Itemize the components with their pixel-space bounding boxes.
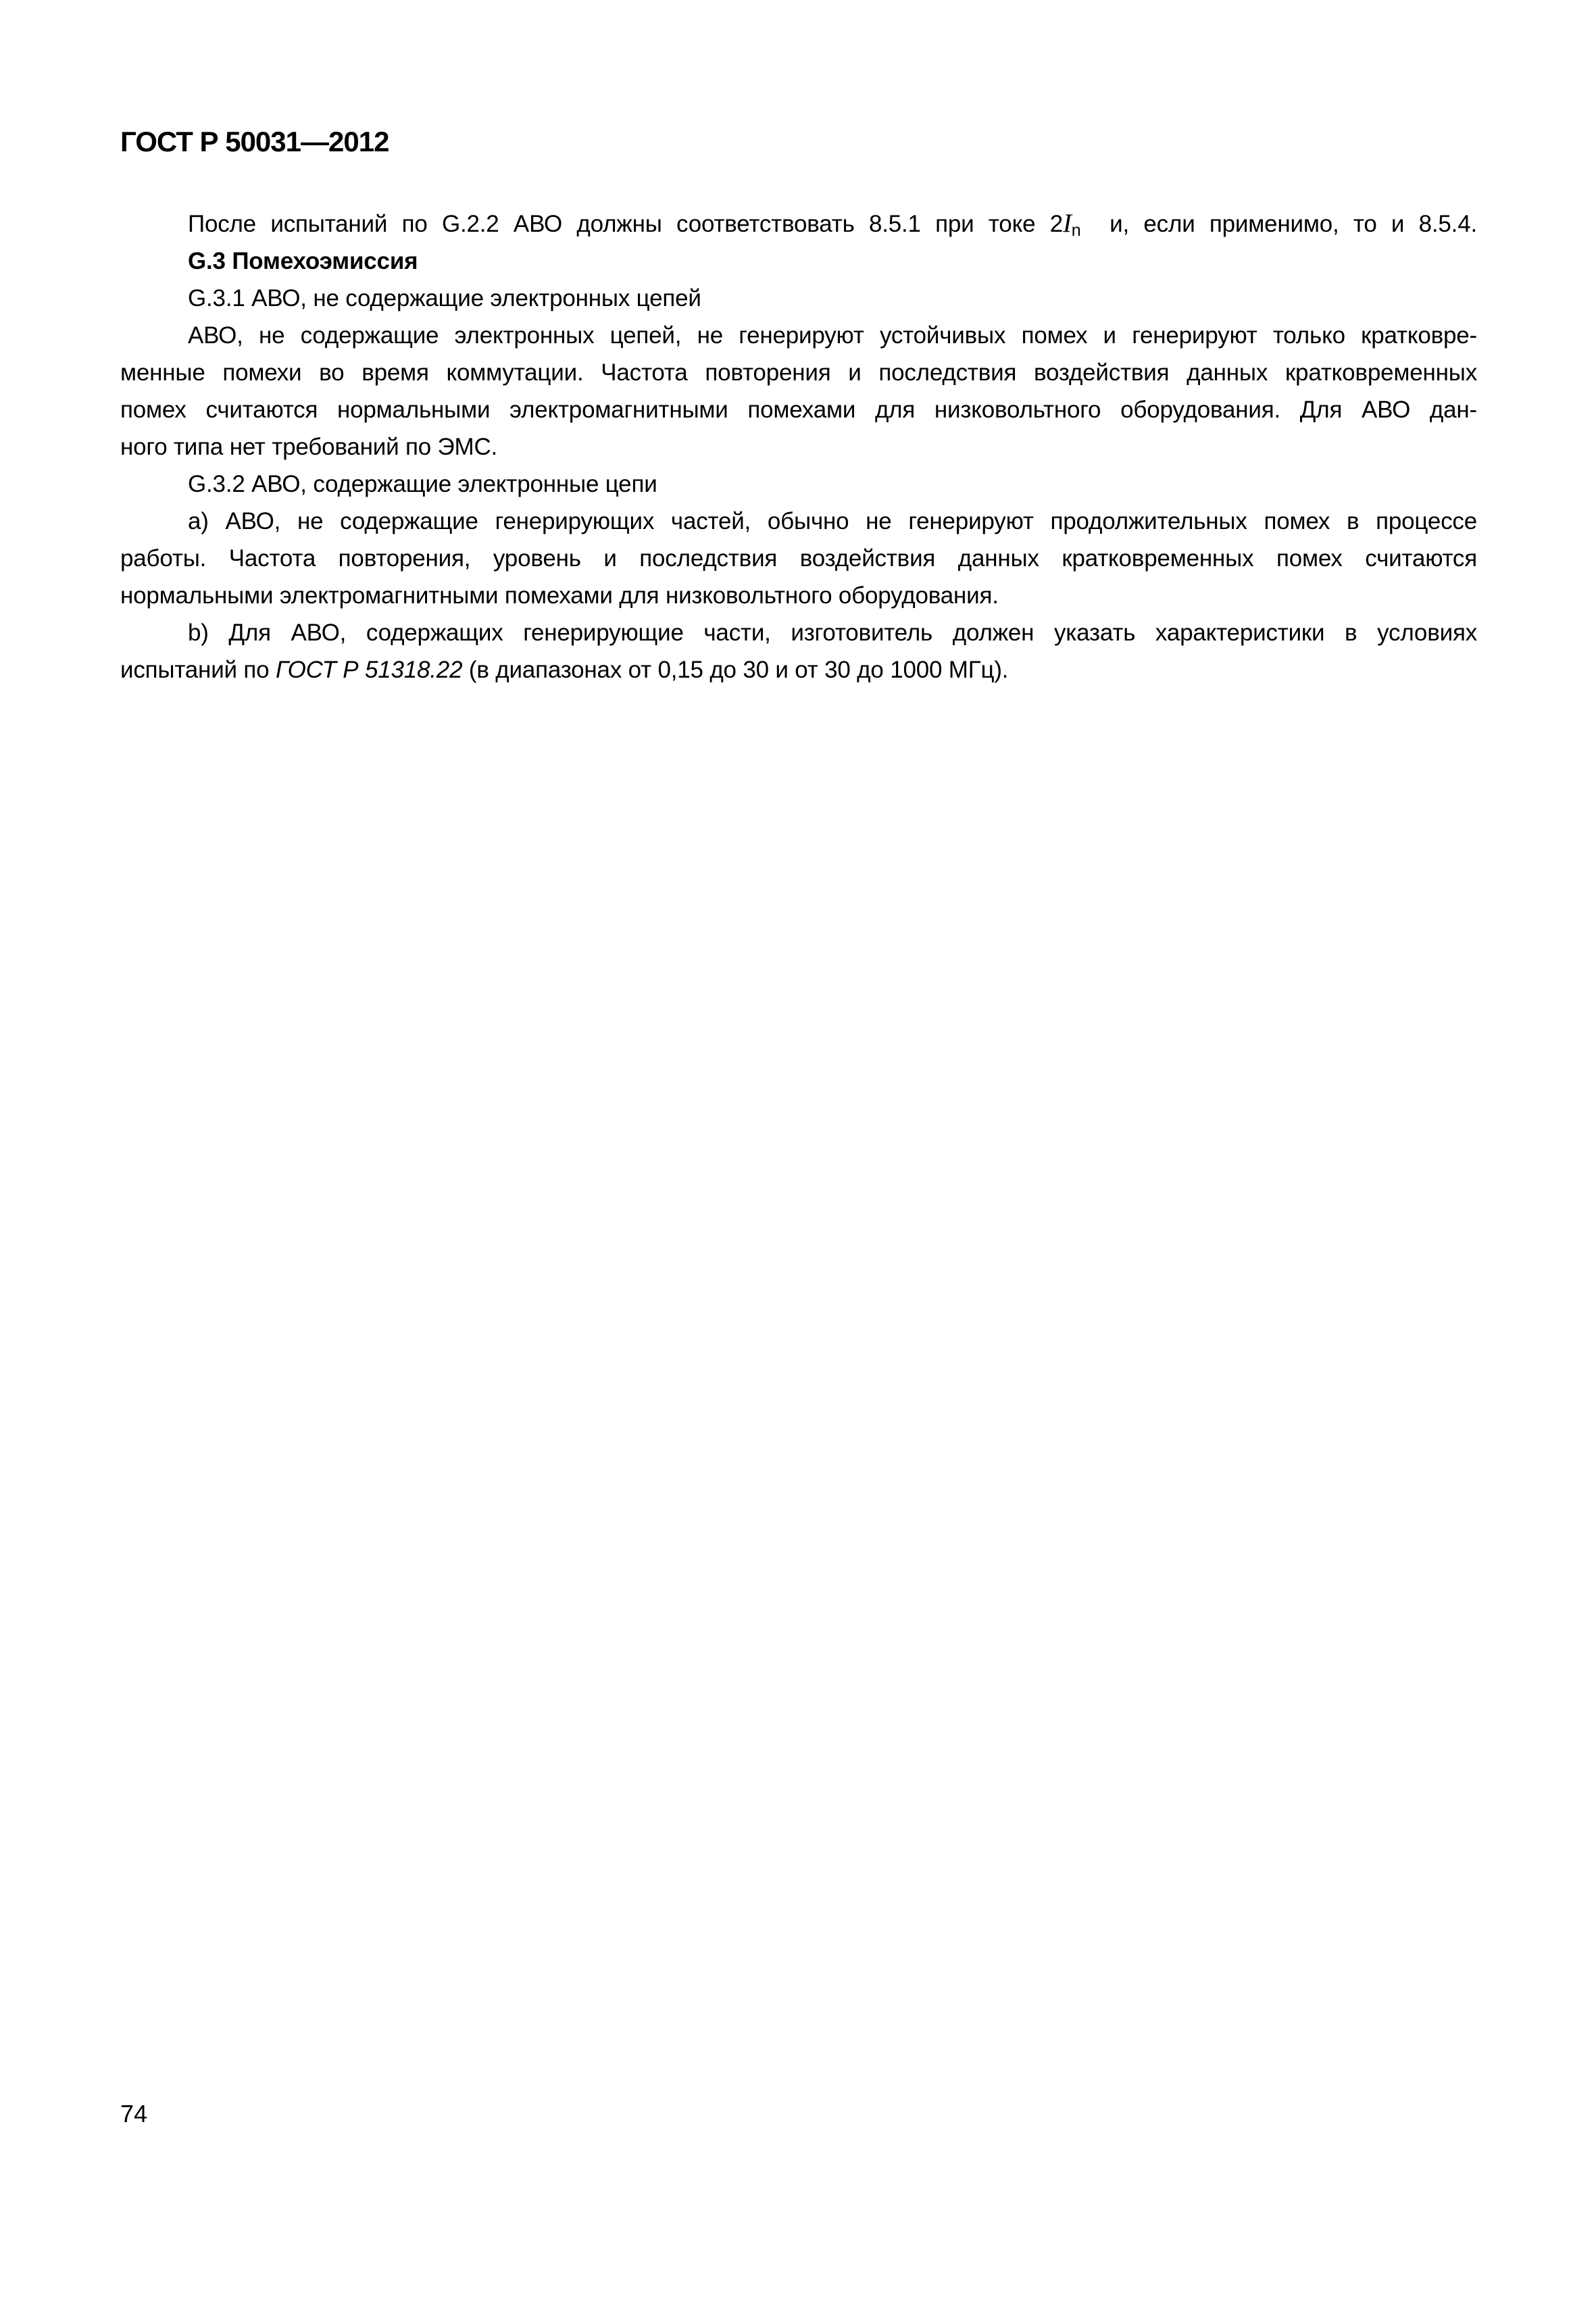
subsection-heading-g32: G.3.2 АВО, содержащие электронные цепи — [188, 471, 657, 497]
list-item-a-line-2: работы. Частота повторения, уровень и последствия воздействия данных кратковременных помех считаются — [120, 545, 1477, 572]
list-item-a-line-3: нормальными электромагнитными помехами для низковольтного оборудования. — [120, 582, 999, 609]
rated-current-symbol: I — [1062, 209, 1072, 238]
list-item-b-line-2-pre: испытаний по — [120, 657, 276, 683]
intro-text-post: и, если применимо, то и 8.5.4. — [1080, 211, 1478, 237]
paragraph-g31-line-3: помех считаются нормальными электромагнитными помехами для низковольтного оборудования. Для АВО дан- — [120, 397, 1477, 423]
standard-reference: ГОСТ Р 51318.22 — [275, 657, 463, 683]
subsection-heading-g31: G.3.1 АВО, не содержащие электронных цепей — [188, 285, 701, 311]
section-heading-g3: G.3 Помехоэмиссия — [188, 248, 418, 274]
list-item-b-line-2-post: (в диапазонах от 0,15 до 30 и от 30 до 1000 МГц). — [462, 657, 1009, 683]
list-item-b-line-1: b) Для АВО, содержащих генерирующие части, изготовитель должен указать характеристики в условиях — [188, 620, 1477, 646]
list-item-a-line-1: a) АВО, не содержащие генерирующих частей, обычно не генерируют продолжительных помех в процессе — [188, 508, 1477, 534]
intro-line — [120, 205, 1477, 243]
paragraph-g31-line-4: ного типа нет требований по ЭМС. — [120, 434, 498, 460]
paragraph-g31-line-1: АВО, не содержащие электронных цепей, не генерируют устойчивых помех и генерируют только кратковре- — [188, 322, 1477, 349]
intro-text-pre: После испытаний по G.2.2 АВО должны соответствовать 8.5.1 при токе 2 — [188, 211, 1063, 237]
page-number: 74 — [120, 2100, 148, 2128]
document-title: ГОСТ Р 50031—2012 — [120, 126, 389, 157]
paragraph-g31-line-2: менные помехи во время коммутации. Частота повторения и последствия воздействия данных кратковременных — [120, 359, 1477, 386]
document-body — [120, 205, 1477, 688]
list-item-b-line-2 — [120, 651, 1477, 688]
rated-current-subscript: n — [1071, 221, 1081, 240]
